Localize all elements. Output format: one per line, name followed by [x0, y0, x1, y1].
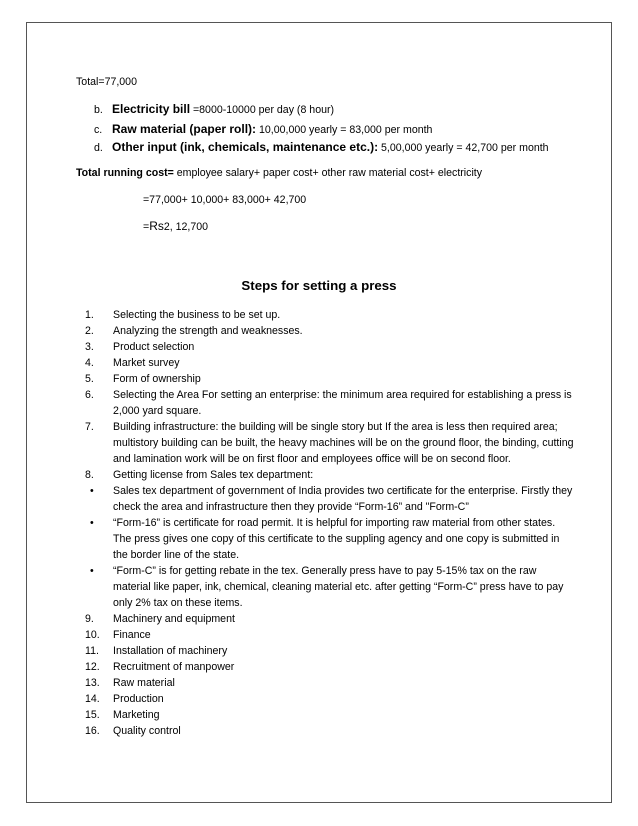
- result-prefix: =: [143, 221, 150, 233]
- running-cost-formula: employee salary+ paper cost+ other raw material cost+ electricity: [173, 167, 483, 179]
- step-text: Marketing: [113, 709, 160, 721]
- running-cost-line: [76, 165, 482, 181]
- step-text: Building infrastructure: the building will be single story but If the area is less then required area; multistory building can be built, the heavy machines will be on the ground floor, the binding, cutting and lamination work will be on first floor and employees office will be on second floor.: [113, 421, 574, 465]
- running-cost-sum: =77,000+ 10,000+ 83,000+ 42,700: [143, 194, 307, 206]
- step-text: Form of ownership: [113, 373, 201, 385]
- running-cost-result: [143, 218, 208, 235]
- step-item: [85, 339, 575, 355]
- step-text: Getting license from Sales tex department:: [113, 469, 314, 481]
- cost-item-other-input: [94, 139, 549, 156]
- step-number: 16.: [85, 725, 100, 737]
- cost-item-marker: d.: [94, 142, 103, 154]
- cost-item-raw-material: [94, 121, 432, 138]
- step-text: Analyzing the strength and weaknesses.: [113, 325, 303, 337]
- bullet-marker: •: [90, 517, 94, 529]
- bullet-marker: •: [90, 565, 94, 577]
- step-item: [85, 627, 575, 643]
- step-text: Finance: [113, 629, 151, 641]
- step-item: [85, 419, 575, 467]
- bullet-item: [85, 515, 575, 563]
- step-text: Selecting the business to be set up.: [113, 309, 281, 321]
- cost-item-label: Raw material (paper roll):: [112, 122, 257, 136]
- step-item: [85, 387, 575, 419]
- bullet-marker: •: [90, 485, 94, 497]
- step-number: 4.: [85, 357, 94, 369]
- step-item: [85, 675, 575, 691]
- step-number: 10.: [85, 629, 100, 641]
- cost-item-detail: 10,00,000 yearly = 83,000 per month: [256, 124, 433, 136]
- step-number: 8.: [85, 469, 94, 481]
- step-text: “Form-16” is certificate for road permit. It is helpful for importing raw material from other states. The press gives one copy of this certificate to the suppling agency and one copy is submitted in the border line of the state.: [113, 517, 560, 561]
- step-text: Selecting the Area For setting an enterprise: the minimum area required for establishing a press is 2,000 yard square.: [113, 389, 572, 417]
- step-number: 15.: [85, 709, 100, 721]
- step-number: 2.: [85, 325, 94, 337]
- step-text: Machinery and equipment: [113, 613, 235, 625]
- step-text: Sales tex department of government of India provides two certificate for the enterprise. Firstly they check the area and infrastructure then they provide “Form-16” and "Form-C”: [113, 485, 573, 513]
- step-text: Installation of machinery: [113, 645, 228, 657]
- steps-list: [85, 307, 575, 739]
- step-number: 12.: [85, 661, 100, 673]
- step-text: Product selection: [113, 341, 195, 353]
- step-number: 1.: [85, 309, 94, 321]
- step-number: 9.: [85, 613, 94, 625]
- cost-item-label: Electricity bill: [112, 102, 191, 116]
- rupee-symbol: Rs: [149, 219, 164, 233]
- step-item: [85, 643, 575, 659]
- step-text: Raw material: [113, 677, 175, 689]
- step-item: [85, 611, 575, 627]
- result-value: 2, 12,700: [163, 221, 209, 233]
- cost-item-detail: =8000-10000 per day (8 hour): [190, 104, 335, 116]
- cost-item-electricity: [94, 101, 334, 118]
- step-item: [85, 707, 575, 723]
- cost-item-label: Other input (ink, chemicals, maintenance etc.):: [112, 140, 379, 154]
- section-heading: Steps for setting a press: [241, 278, 397, 293]
- step-text: Recruitment of manpower: [113, 661, 235, 673]
- running-cost-label: Total running cost=: [76, 167, 174, 179]
- cost-item-marker: b.: [94, 104, 103, 116]
- step-number: 6.: [85, 389, 94, 401]
- step-item: [85, 659, 575, 675]
- step-item: [85, 307, 575, 323]
- step-text: “Form-C” is for getting rebate in the tex. Generally press have to pay 5-15% tax on the raw material like paper, ink, chemical, cleaning material etc. after getting “Form-C” press have to pay only 2% tax on these items.: [113, 565, 564, 609]
- step-item: [85, 371, 575, 387]
- step-item: [85, 723, 575, 739]
- step-text: Market survey: [113, 357, 180, 369]
- total-line: Total=77,000: [76, 76, 137, 88]
- step-item: [85, 355, 575, 371]
- step-number: 11.: [85, 645, 99, 657]
- cost-item-detail: 5,00,000 yearly = 42,700 per month: [378, 142, 549, 154]
- step-item: [85, 467, 575, 483]
- step-item: [85, 323, 575, 339]
- bullet-item: [85, 563, 575, 611]
- step-number: 13.: [85, 677, 100, 689]
- step-text: Quality control: [113, 725, 181, 737]
- step-number: 5.: [85, 373, 94, 385]
- bullet-item: [85, 483, 575, 515]
- step-number: 14.: [85, 693, 100, 705]
- step-text: Production: [113, 693, 164, 705]
- step-item: [85, 691, 575, 707]
- step-number: 7.: [85, 421, 94, 433]
- step-number: 3.: [85, 341, 94, 353]
- cost-item-marker: c.: [94, 124, 103, 136]
